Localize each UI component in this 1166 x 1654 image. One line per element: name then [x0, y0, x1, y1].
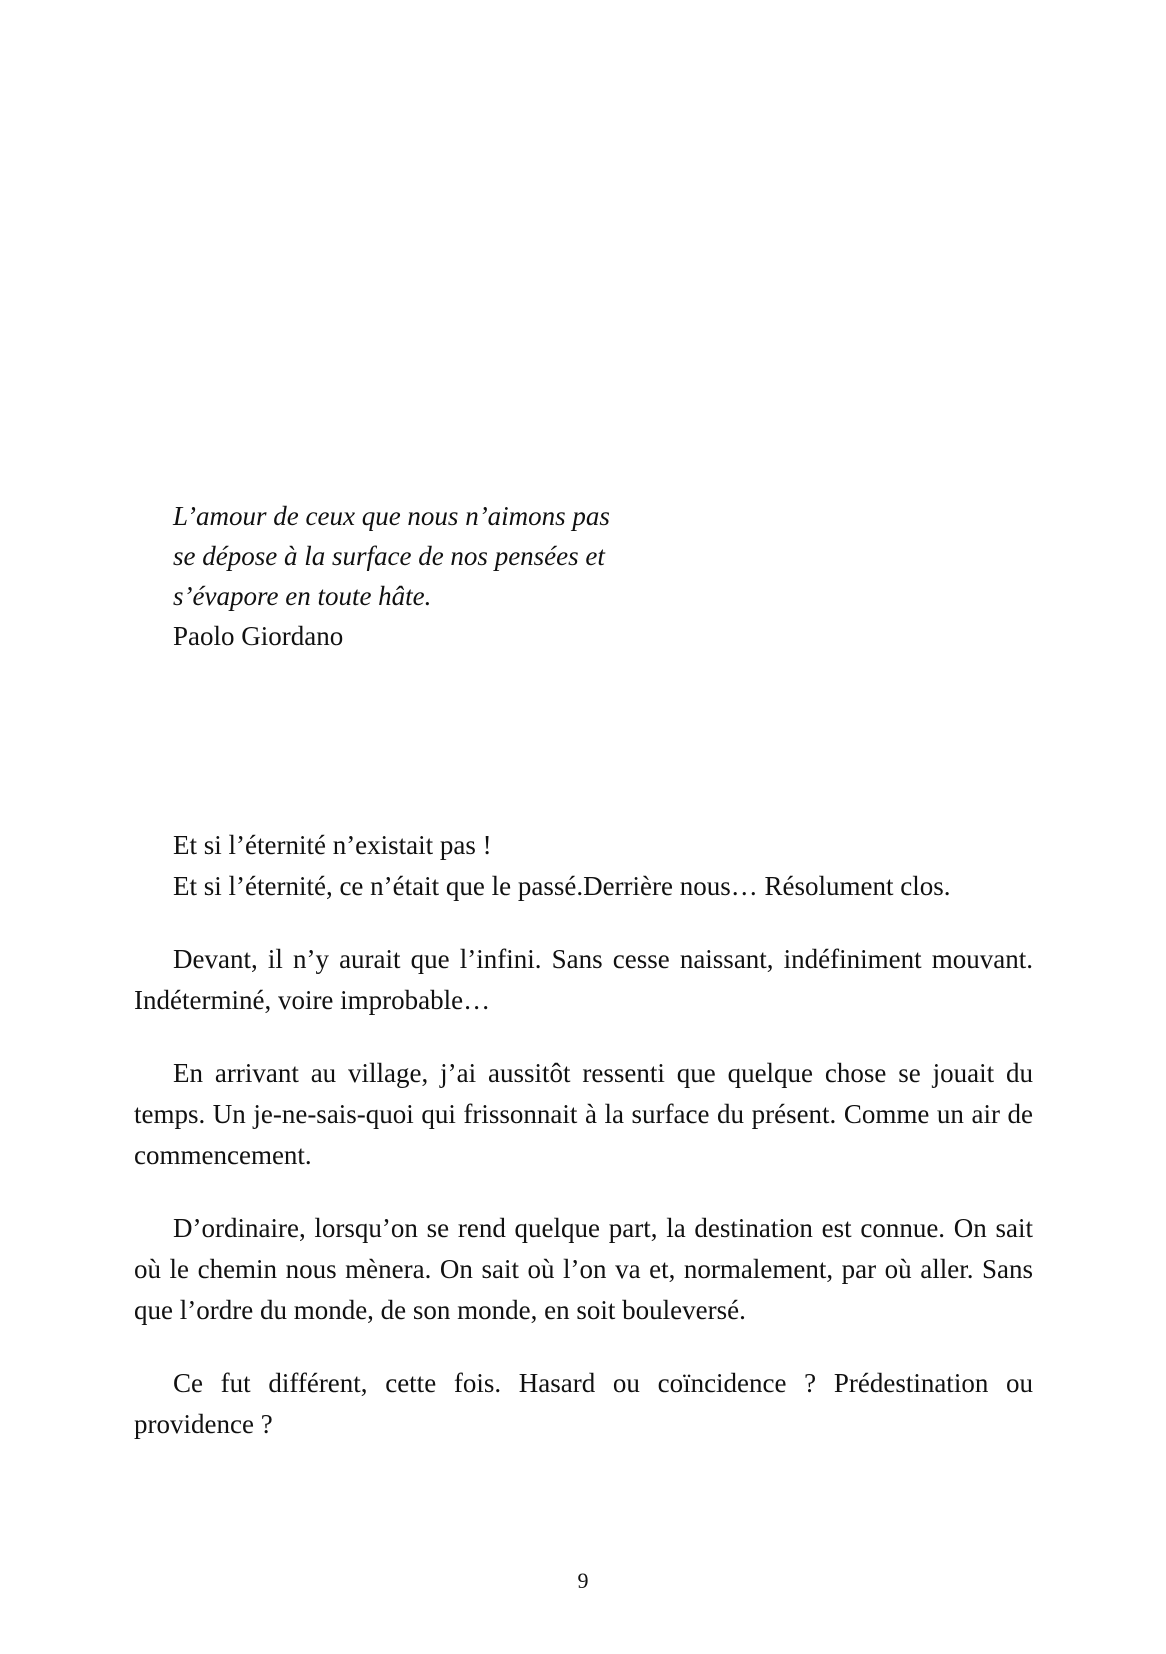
body-text [134, 825, 1033, 1445]
epigraph-line: se dépose à la surface de nos pensées et [173, 541, 605, 571]
paragraph: En arrivant au village, j’ai aussitôt ressenti que quelque chose se jouait du temps. Un je-ne-sais-quoi qui frissonnait à la surface du présent. Comme un air de commencement. [134, 1058, 1033, 1170]
epigraph-author: Paolo Giordano [173, 621, 344, 651]
epigraph-line: s’évapore en toute hâte. [173, 581, 432, 611]
epigraph-line: L’amour de ceux que nous n’aimons pas [173, 501, 610, 531]
paragraph: Et si l’éternité n’existait pas ! [173, 830, 492, 860]
paragraph: D’ordinaire, lorsqu’on se rend quelque part, la destination est connue. On sait où le chemin nous mènera. On sait où l’on va et, normalement, par où aller. Sans que l’ordre du monde, de son monde, en soit bouleversé. [134, 1213, 1033, 1325]
paragraph: Ce fut différent, cette fois. Hasard ou coïncidence ? Prédestination ou providence ? [134, 1368, 1033, 1439]
paragraph: Et si l’éternité, ce n’était que le passé.Derrière nous… Résolument clos. [173, 871, 951, 901]
page-number: 9 [577, 1568, 589, 1593]
epigraph [173, 496, 793, 656]
paragraph: Devant, il n’y aurait que l’infini. Sans cesse naissant, indéfiniment mouvant. Indéterminé, voire improbable… [134, 944, 1033, 1015]
